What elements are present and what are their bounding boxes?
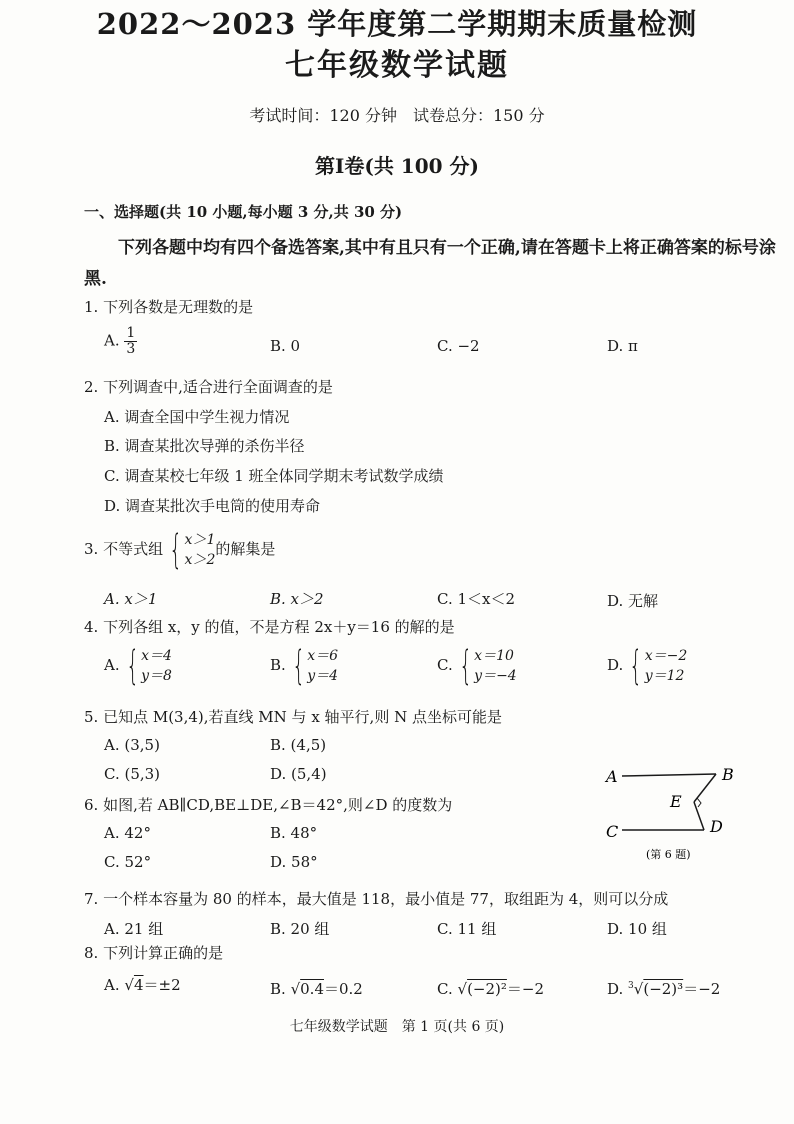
result: ＝0.2	[324, 980, 363, 998]
radicand: (−2)²	[467, 980, 507, 998]
question-5-option-c: C. (5,3)	[104, 765, 161, 783]
equation-y: y＝−4	[474, 668, 517, 684]
radicand: (−2)³	[643, 980, 684, 998]
page-footer: 七年级数学试题 第 1 页(共 6 页)	[289, 1019, 505, 1035]
brace-glyph: {	[169, 527, 183, 573]
question-3-option-a: A. x＞1	[104, 590, 158, 608]
section-heading: 一、选择题(共 10 小题,每小题 3 分,共 30 分)	[84, 203, 403, 221]
question-7-stem: 7. 一个样本容量为 80 的样本，最大值是 118，最小值是 77，取组距为 4，则可以分成	[84, 890, 669, 908]
label-d: D	[710, 817, 723, 836]
sqrt-symbol: √	[290, 980, 301, 998]
sqrt-symbol: √	[633, 980, 644, 998]
exam-info: 考试时间：120 分钟 试卷总分：150 分	[249, 106, 545, 125]
option-label: D.	[607, 656, 624, 674]
exam-title-line1: 2022～2023 学年度第二学期期末质量检测	[96, 7, 698, 41]
question-4-option-b	[270, 643, 339, 689]
question-2-option-d: D. 调查某批次手电筒的使用寿命	[104, 497, 321, 515]
question-6-option-b: B. 48°	[270, 824, 318, 842]
question-2-option-a: A. 调查全国中学生视力情况	[104, 408, 290, 426]
equation-x: x＝4	[141, 648, 172, 664]
brace-glyph: {	[292, 643, 305, 689]
question-3-option-b: B. x＞2	[270, 590, 324, 608]
label-b: B	[722, 765, 734, 784]
radicand: 4	[133, 976, 144, 994]
equation-x: x＝6	[307, 648, 339, 664]
equation-x: x＝−2	[644, 648, 688, 664]
question-3-option-c: C. 1＜x＜2	[437, 590, 516, 608]
question-6-figure	[600, 760, 750, 870]
question-2-stem: 2. 下列调查中,适合进行全面调查的是	[84, 378, 333, 396]
label-a: A	[606, 767, 618, 786]
label-c: C	[606, 822, 619, 841]
section-instruction-line1: 下列各题中均有四个备选答案,其中有且只有一个正确,请在答题卡上将正确答案的标号涂	[118, 238, 776, 258]
fraction-numerator: 1	[126, 325, 136, 341]
question-3-stem	[84, 527, 276, 573]
fraction	[124, 326, 137, 357]
question-2-option-b: B. 调查某批次导弹的杀伤半径	[104, 437, 305, 455]
root-index: 3	[628, 981, 634, 991]
brace-glyph: {	[629, 643, 643, 689]
question-1-option-b: B. 0	[270, 337, 301, 355]
equation-system	[120, 643, 172, 689]
exam-title-line2: 七年级数学试题	[285, 48, 509, 83]
question-7-option-a: A. 21 组	[104, 920, 164, 938]
part-title: 第Ⅰ卷(共 100 分)	[315, 154, 479, 178]
question-8-option-b	[270, 978, 363, 999]
question-7-option-b: B. 20 组	[270, 920, 330, 938]
brace-glyph: {	[125, 643, 139, 689]
question-8-option-a	[104, 974, 181, 995]
question-1-option-d: D. π	[607, 337, 638, 355]
inequality-system	[163, 527, 216, 573]
radicand: 0.4	[300, 980, 324, 998]
line-ab	[622, 774, 716, 776]
option-label: A.	[104, 656, 120, 674]
question-4-option-a	[104, 643, 172, 689]
question-3-stem-prefix: 3. 不等式组	[84, 540, 164, 558]
equation-system	[623, 643, 688, 689]
equation-system	[453, 643, 517, 689]
result: ＝±2	[143, 976, 181, 994]
question-7-option-d: D. 10 组	[607, 920, 667, 938]
sqrt-symbol: √	[124, 976, 134, 994]
option-label: C.	[437, 980, 453, 998]
question-6-option-a: A. 42°	[104, 824, 151, 842]
fraction-denominator: 3	[126, 341, 136, 357]
question-5-option-a: A. (3,5)	[104, 736, 160, 754]
question-3-option-d: D. 无解	[607, 592, 659, 610]
option-label: D.	[607, 980, 624, 998]
question-8-stem: 8. 下列计算正确的是	[84, 944, 224, 962]
question-6-stem: 6. 如图,若 AB∥CD,BE⊥DE,∠B＝42°,则∠D 的度数为	[84, 796, 453, 814]
question-1-option-a	[104, 326, 137, 357]
result: ＝−2	[683, 980, 721, 998]
question-1-option-c: C. −2	[437, 337, 480, 355]
question-4-stem: 4. 下列各组 x，y 的值，不是方程 2x＋y＝16 的解的是	[84, 618, 455, 636]
result: ＝−2	[506, 980, 545, 998]
question-5-option-b: B. (4,5)	[270, 736, 327, 754]
question-8-option-c	[437, 978, 544, 999]
inequality-2: x＞2	[184, 552, 216, 568]
option-label: C.	[437, 656, 453, 674]
question-7-option-c: C. 11 组	[437, 920, 497, 938]
figure-caption: (第 6 题)	[646, 848, 691, 861]
question-3-stem-suffix: 的解集是	[215, 540, 276, 558]
question-4-option-c	[437, 643, 517, 689]
inequality-1: x＞1	[184, 532, 216, 548]
equation-system	[286, 643, 339, 689]
equation-y: y＝12	[644, 668, 685, 684]
sqrt-symbol: √	[457, 980, 468, 998]
question-5-stem: 5. 已知点 M(3,4),若直线 MN 与 x 轴平行,则 N 点坐标可能是	[84, 708, 502, 726]
question-2-option-c: C. 调查某校七年级 1 班全体同学期末考试数学成绩	[104, 467, 444, 485]
equation-x: x＝10	[474, 648, 514, 664]
question-6-option-c: C. 52°	[104, 853, 152, 871]
question-4-option-d	[607, 643, 688, 689]
option-label: B.	[270, 656, 286, 674]
question-5-option-d: D. (5,4)	[270, 765, 327, 783]
option-label: A.	[104, 331, 120, 350]
equation-y: y＝4	[307, 668, 339, 684]
question-8-option-d	[607, 978, 720, 999]
section-instruction-line2: 黑.	[84, 269, 107, 289]
question-6-option-d: D. 58°	[270, 853, 318, 871]
option-label: B.	[270, 980, 286, 998]
brace-glyph: {	[459, 643, 472, 689]
equation-y: y＝8	[141, 668, 172, 684]
label-e: E	[670, 792, 682, 811]
question-1-stem: 1. 下列各数是无理数的是	[84, 298, 254, 316]
option-label: A.	[104, 976, 120, 994]
right-angle-mark	[697, 798, 701, 807]
